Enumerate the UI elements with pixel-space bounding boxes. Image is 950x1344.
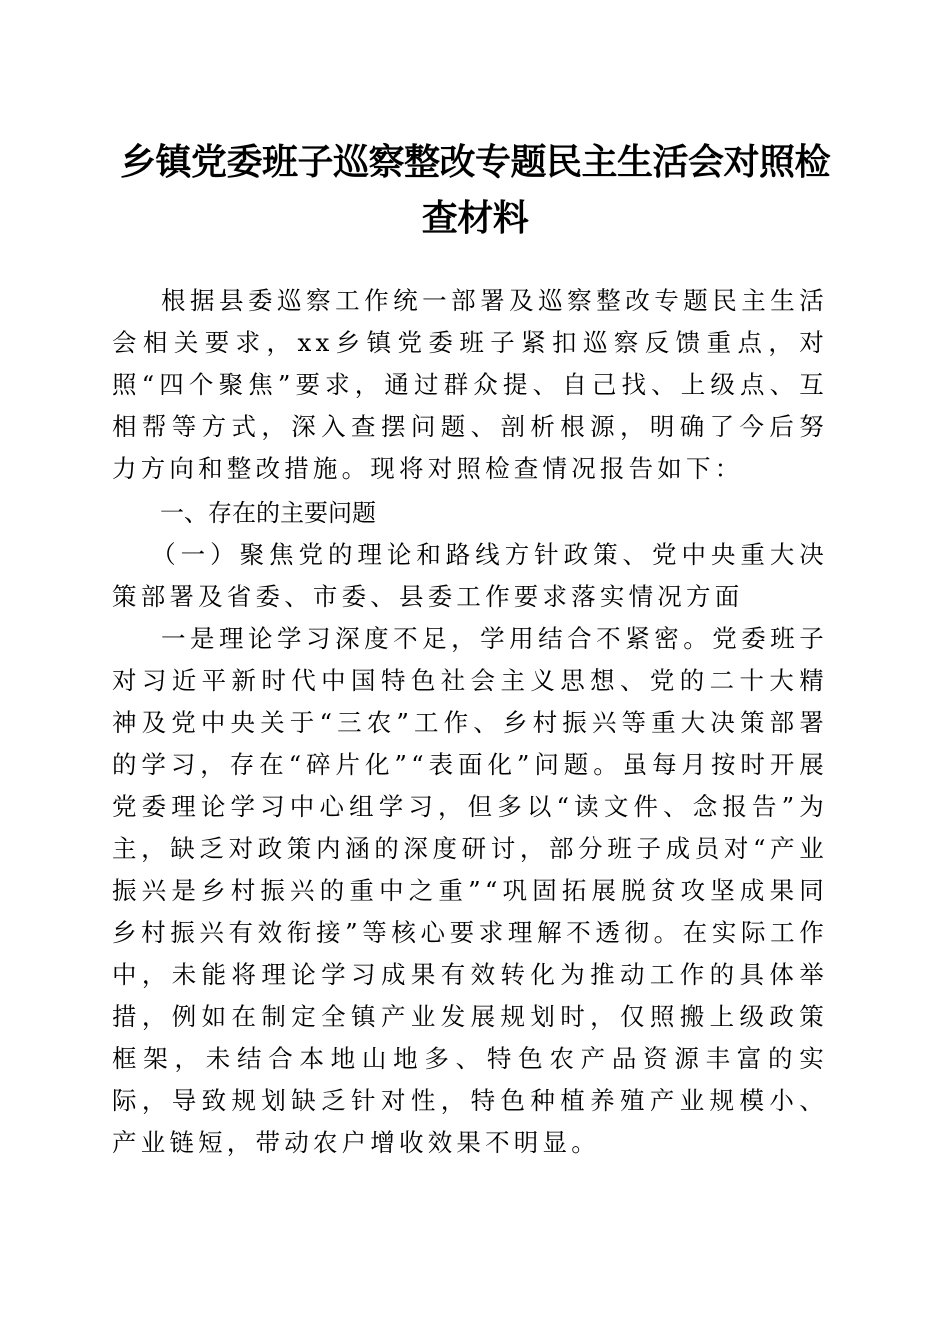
subsection-heading-theory: （一）聚焦党的理论和路线方针政策、党中央重大决策部署及省委、市委、县委工作要求落实情况方面 [112,540,828,611]
intro-paragraph: 根据县委巡察工作统一部署及巡察整改专题民主生活会相关要求，xx乡镇党委班子紧扣巡察反馈重点，对照“四个聚焦”要求，通过群众提、自己找、上级点、互相帮等方式，深入查摆问题、剖析根源，明确了今后努力方向和整改措施。现将对照检查情况报告如下： [112,286,828,483]
problem-item-lead: 一是理论学习深度不足，学用结合不紧密。 [161,624,713,653]
document-title: 乡镇党委班子巡察整改专题民主生活会对照检查材料 [119,141,830,239]
section-heading-problems: 一、存在的主要问题 [160,499,376,527]
problem-item-text: 党委班子对习近平新时代中国特色社会主义思想、党的二十大精神及党中央关于“三农”工作、乡村振兴等重大决策部署的学习，存在“碎片化”“表面化”问题。虽每月按时开展党委理论学习中心组学习，但多以“读文件、念报告”为主，缺乏对政策内涵的深度研讨，部分班子成员对“产业振兴是乡村振兴的重中之重”“巩固拓展脱贫攻坚成果同乡村振兴有效衔接”等核心要求理解不透彻。在实际工作中，未能将理论学习成果有效转化为推动工作的具体举措，例如在制定全镇产业发展规划时，仅照搬上级政策框架，未结合本地山地多、特色农产品资源丰富的实际，导致规划缺乏针对性，特色种植养殖产业规模小、产业链短，带动农户增收效果不明显。 [112,624,828,1157]
problem-item-paragraph [112,618,828,1164]
document-body [112,280,828,1164]
